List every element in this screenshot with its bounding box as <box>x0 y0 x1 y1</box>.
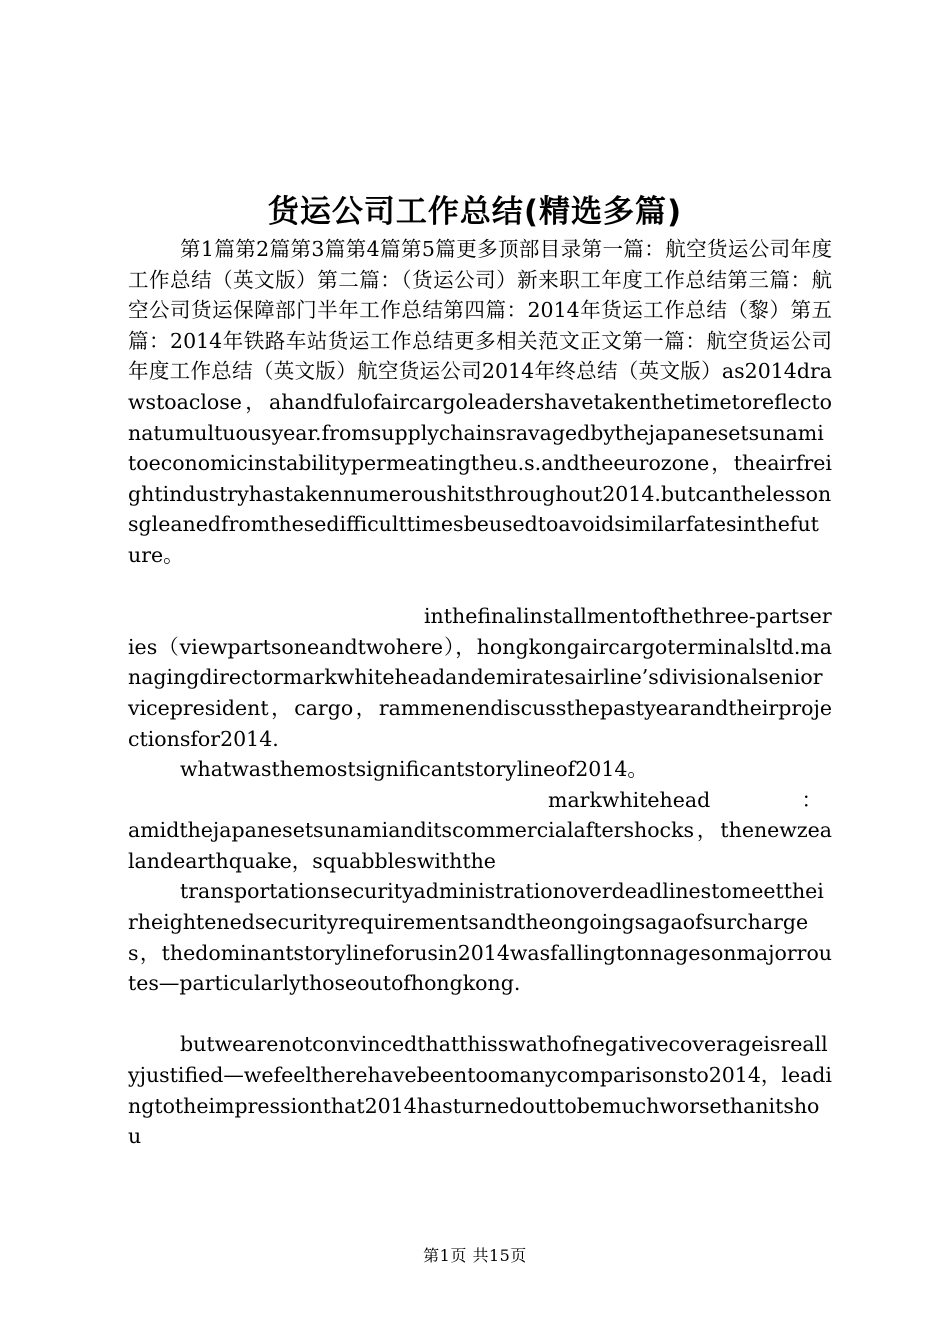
paragraph-answer-continued: transportationsecurityadministrationoverdeadlinestomeettheirheightenedsecurityrequirementsandtheongoingsagaofsurcharges，thedominantstorylineforusin2014wasfallingtonnagesonmajorroutes—particularlythoseoutofhongkong. <box>128 879 832 996</box>
paragraph-question: whatwasthemostsignificantstorylineof2014。 <box>180 757 648 782</box>
paragraph-series: inthefinalinstallmentofthethree-partseries（viewpartsoneandtwohere），hongkongaircargoterminalsltd.managingdirectormarkwhiteheadandemiratesairline’sdivisionalseniorvicepresident，cargo，rammenendiscussthepastyearandtheirprojectionsfor2014. <box>128 604 832 751</box>
document-body <box>128 234 832 1152</box>
speaker-colon: ： <box>801 787 822 812</box>
paragraph-gap <box>128 571 832 602</box>
paragraph-coverage: butwearenotconvincedthatthisswathofnegativecoverageisreallyjustified—wefeeltherehavebeentoomanycomparisonsto2014，leadingtotheimpressionthat2014hasturnedouttobemuchworsethanitshou <box>128 1032 832 1149</box>
speaker-name: markwhitehead <box>548 787 711 812</box>
paragraph-answer-start: amidthejapanesetsunamianditscommercialaftershocks，thenewzealandearthquake，squabbleswiththe <box>128 818 832 873</box>
speaker-line <box>128 785 832 816</box>
document-title: 货运公司工作总结(精选多篇) <box>267 194 683 230</box>
paragraph-gap-2 <box>128 999 832 1030</box>
page-footer: 第1页 共15页 <box>423 1246 527 1265</box>
paragraph-intro: 第1篇第2篇第3篇第4篇第5篇更多顶部目录第一篇：航空货运公司年度工作总结（英文版）第二篇：（货运公司）新来职工年度工作总结第三篇：航空公司货运保障部门半年工作总结第四篇：2014年货运工作总结（黎）第五篇：2014年铁路车站货运工作总结更多相关范文正文第一篇：航空货运公司年度工作总结（英文版）航空货运公司2014年终总结（英文版）as2014drawstoaclose，ahandfulofaircargoleadershavetakenthetimetoreflectonatumultuousyear.fromsupplychainsravagedbythejapanesetsunamitoeconomicinstabilitypermeatingtheu.s.andtheeurozone，theairfreightindustryhastakennumeroushitsthroughout2014.butcanthelessonsgleanedfromthesedifficulttimesbeusedtoavoidsimilarfatesinthefuture。 <box>128 237 832 567</box>
